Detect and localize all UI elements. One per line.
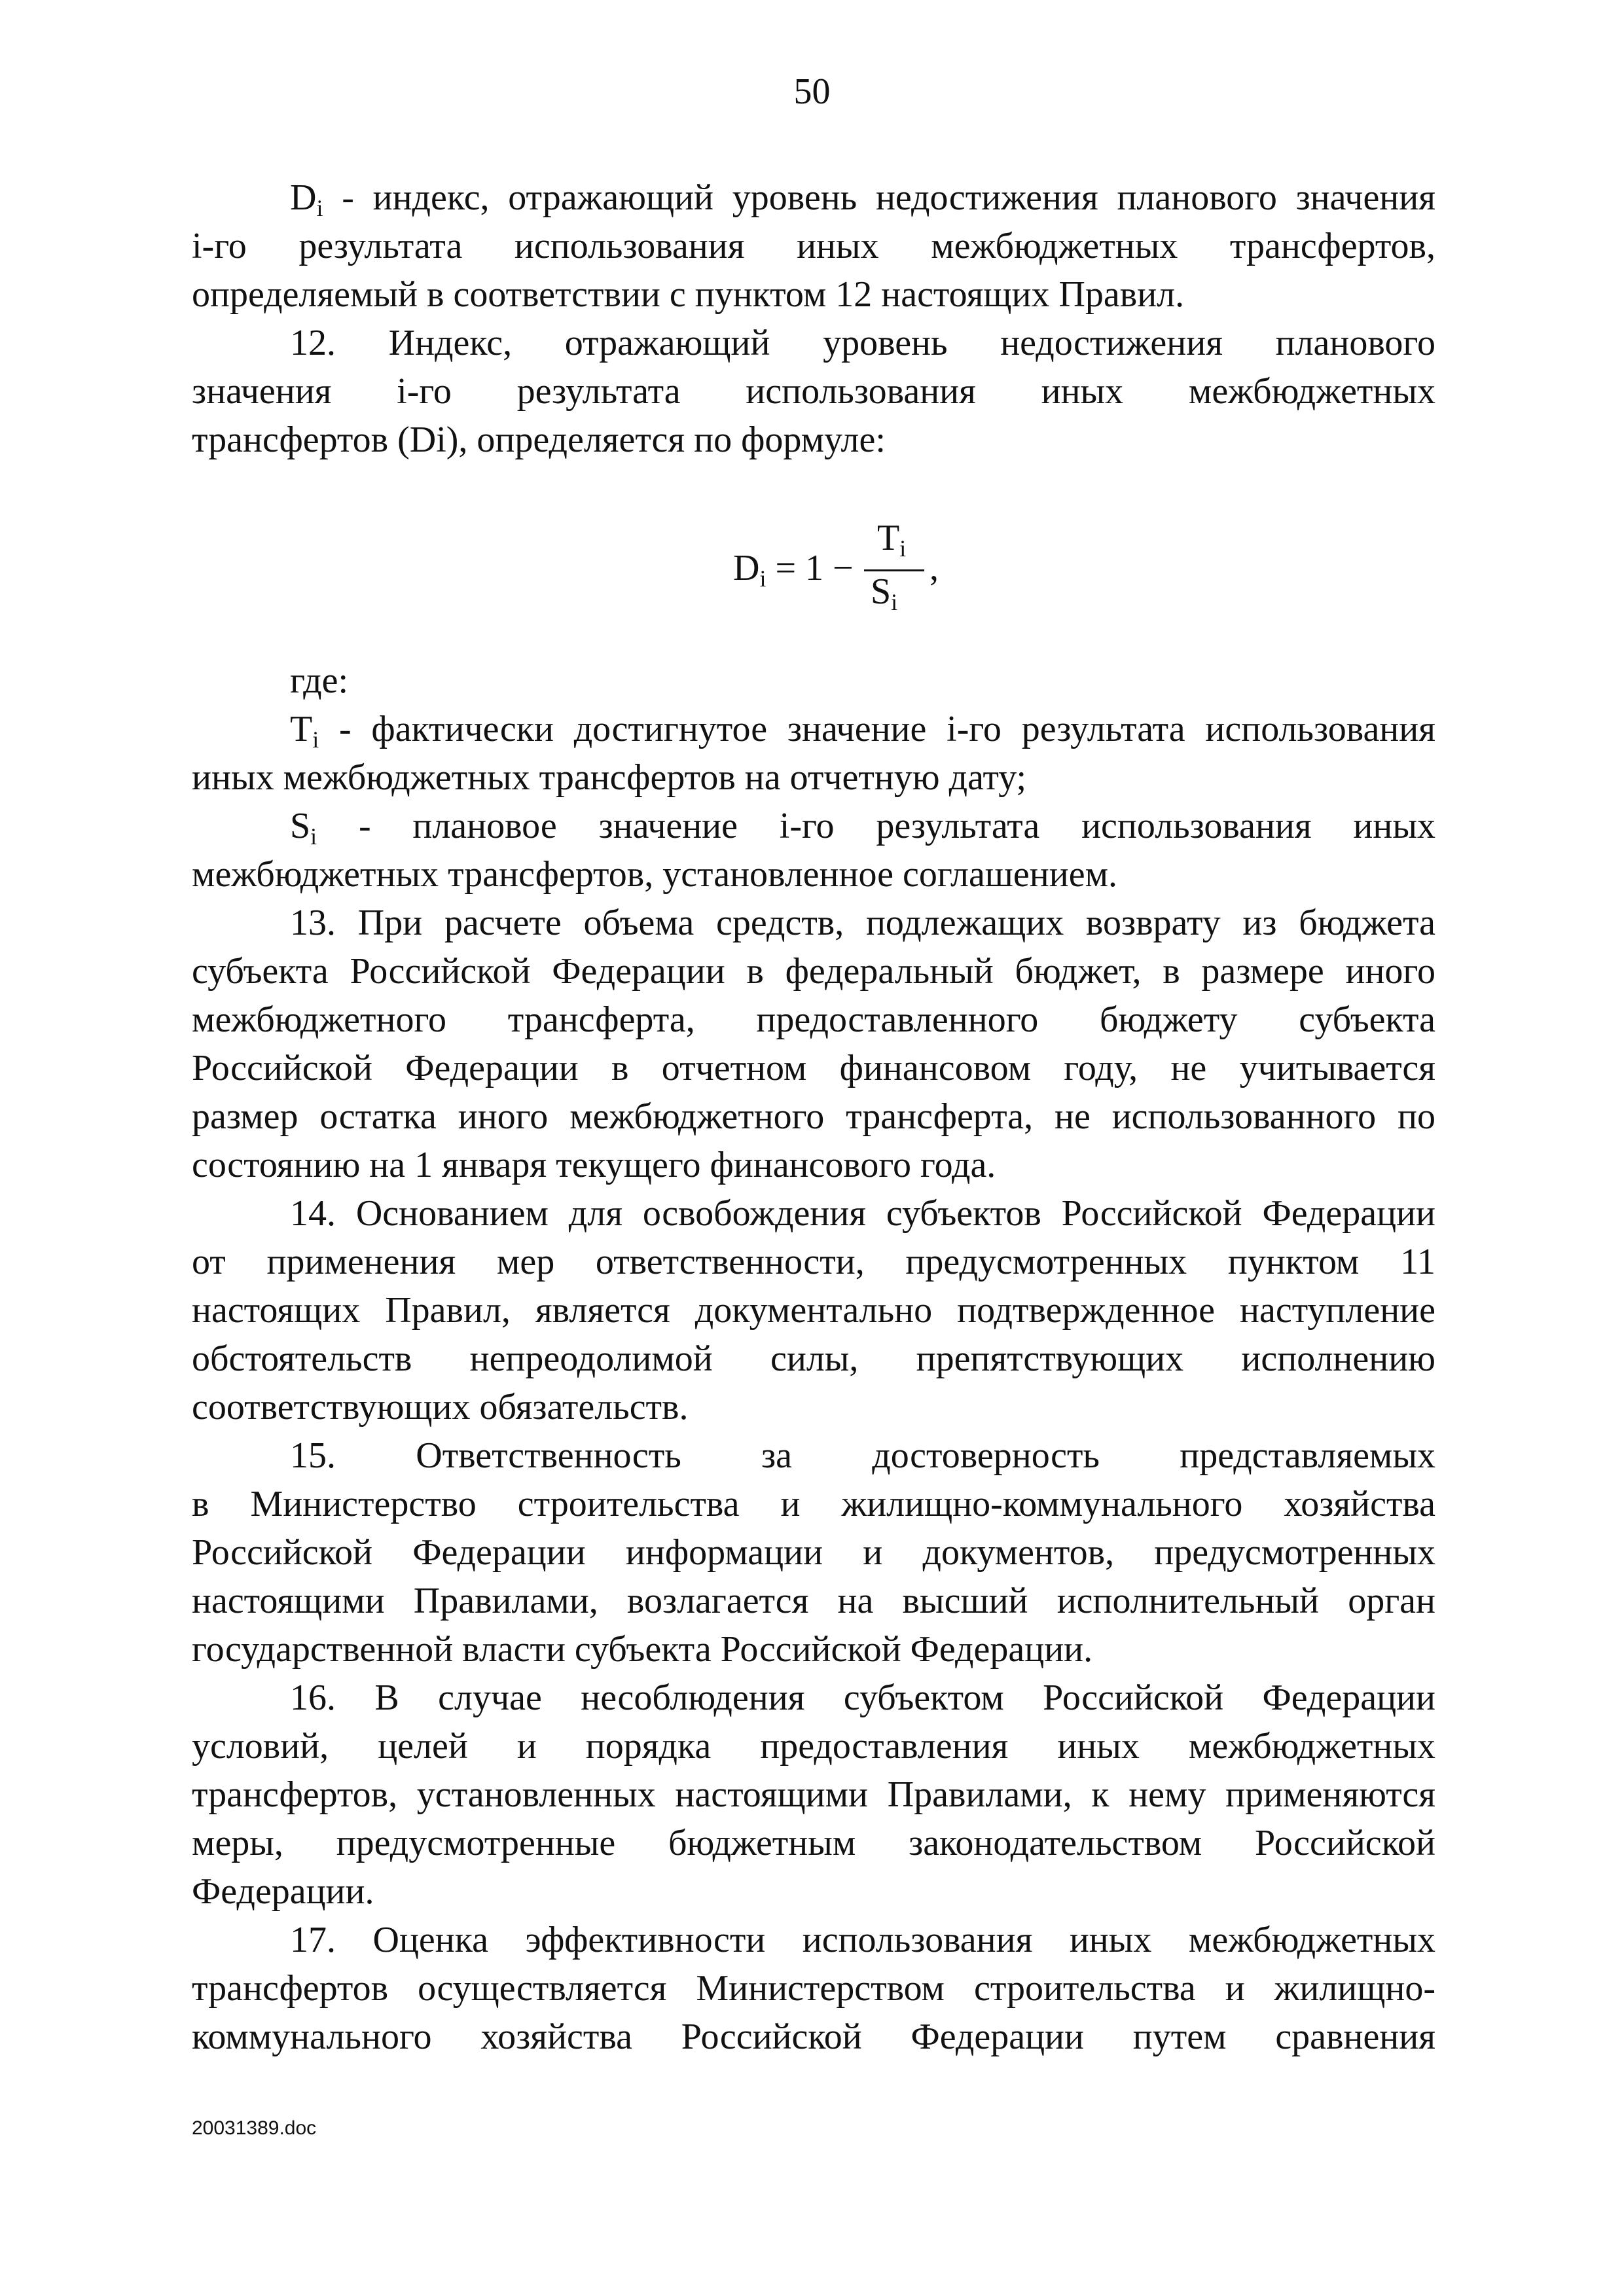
p13-line: состоянию на 1 января текущего финансового года. — [192, 1145, 996, 1185]
p15-line: Российской Федерации информации и документов, предусмотренных — [192, 1532, 1435, 1573]
p15-line: настоящими Правилами, возлагается на высший исполнительный орган — [192, 1581, 1435, 1621]
p13-line: 13. При расчете объема средств, подлежащих возврату из бюджета — [290, 903, 1435, 943]
s-definition-line-2: межбюджетных трансфертов, установленное соглашением. — [192, 854, 1117, 895]
paragraph-12 — [192, 319, 1435, 464]
formula-comma: , — [929, 548, 939, 588]
p16-line: условий, целей и порядка предоставления иных межбюджетных — [192, 1726, 1435, 1767]
p15-line: в Министерство строительства и жилищно-коммунального хозяйства — [192, 1484, 1435, 1524]
paragraph-15 — [192, 1431, 1435, 1674]
p15-line: 15. Ответственность за достоверность представляемых — [290, 1435, 1435, 1476]
p14-line: соответствующих обязательств. — [192, 1387, 689, 1427]
p14-line: 14. Основанием для освобождения субъектов Российской Федерации — [290, 1193, 1435, 1234]
where-label: где: — [290, 660, 349, 701]
p17-line: 17. Оценка эффективности использования иных межбюджетных — [290, 1920, 1435, 1960]
paragraph-13 — [192, 899, 1435, 1189]
p13-line: размер остатка иного межбюджетного трансферта, не использованного по — [192, 1096, 1435, 1137]
d-symbol: $D_i$ — [290, 177, 323, 221]
footer-filename: 20031389.doc — [192, 2117, 317, 2139]
p12-line-1: 12. Индекс, отражающий уровень недостижения планового — [290, 323, 1435, 363]
p14-line: от применения мер ответственности, предусмотренных пунктом 11 — [192, 1242, 1435, 1282]
formula-numerator: $T_i$ — [877, 518, 907, 562]
p12-line-2: значения i-го результата использования иных межбюджетных — [192, 371, 1435, 412]
paragraph-d-definition — [192, 173, 1435, 319]
p12-line-3: трансфертов (Di), определяется по формуле: — [192, 420, 886, 460]
p15-line: государственной власти субъекта Российской Федерации. — [192, 1629, 1093, 1670]
t-symbol: $T_i$ — [290, 709, 319, 753]
p14-line: обстоятельств непреодолимой силы, препятствующих исполнению — [192, 1338, 1435, 1379]
formula-lhs: $D_i = 1$ − — [733, 548, 854, 592]
p17-line: трансфертов осуществляется Министерством строительства и жилищно- — [192, 1968, 1435, 2009]
s-definition-line-1: $S_i$ - плановое значение i-го результата использования иных — [290, 806, 1435, 850]
t-definition-line-2: иных межбюджетных трансфертов на отчетную дату; — [192, 757, 1027, 798]
d-definition-line-3: определяемый в соответствии с пунктом 12 настоящих Правил. — [192, 274, 1185, 315]
p13-line: субъекта Российской Федерации в федеральный бюджет, в размере иного — [192, 951, 1435, 992]
d-definition-line-1: $D_i$ - индекс, отражающий уровень недостижения планового значения — [290, 177, 1435, 221]
paragraph-t-definition — [192, 705, 1435, 802]
paragraph-s-definition — [192, 802, 1435, 899]
p16-line: Федерации. — [192, 1871, 374, 1912]
formula-di — [733, 517, 949, 635]
paragraph-14 — [192, 1189, 1435, 1431]
s-symbol: $S_i$ — [290, 806, 317, 850]
p13-line: межбюджетного трансферта, предоставленного бюджету субъекта — [192, 999, 1435, 1040]
page-number: 50 — [793, 71, 831, 112]
p16-line: меры, предусмотренные бюджетным законодательством Российской — [192, 1823, 1435, 1863]
formula-denominator: $S_i$ — [871, 571, 898, 615]
d-definition-line-2: i-го результата использования иных межбюджетных трансфертов, — [192, 226, 1435, 266]
p13-line: Российской Федерации в отчетном финансовом году, не учитывается — [192, 1048, 1435, 1088]
paragraph-17 — [192, 1916, 1435, 2061]
paragraph-16 — [192, 1674, 1435, 1916]
p16-line: 16. В случае несоблюдения субъектом Российской Федерации — [290, 1677, 1435, 1718]
p14-line: настоящих Правил, является документально подтвержденное наступление — [192, 1290, 1435, 1331]
p16-line: трансфертов, установленных настоящими Правилами, к нему применяются — [192, 1774, 1435, 1815]
p17-line: коммунального хозяйства Российской Федерации путем сравнения — [192, 2017, 1435, 2057]
t-definition-line-1: $T_i$ - фактически достигнутое значение i-го результата использования — [290, 709, 1435, 753]
where-label-block — [192, 656, 1435, 705]
